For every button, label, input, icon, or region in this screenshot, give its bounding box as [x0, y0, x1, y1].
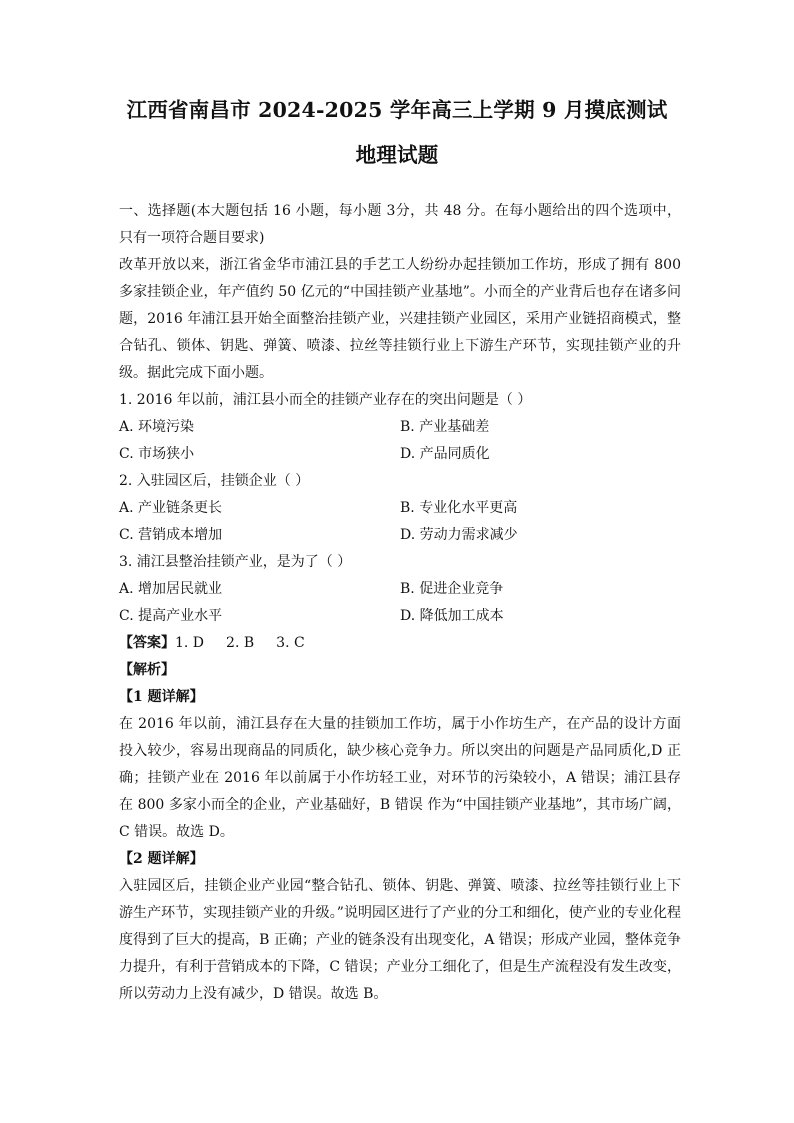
option-a: A. 环境污染 — [119, 419, 195, 435]
option-b: B. 产业基础差 — [400, 419, 490, 435]
option-d: D. 劳动力需求减少 — [400, 527, 518, 543]
answer-label: 【答案】 — [119, 635, 175, 651]
option-c: C. 营销成本增加 — [119, 527, 223, 543]
detail-label: 【2 题详解】 — [119, 851, 204, 867]
option-row — [119, 603, 681, 630]
option-a: A. 增加居民就业 — [119, 581, 223, 597]
option-row — [119, 576, 681, 603]
document-subtitle: 地理试题 — [355, 143, 439, 167]
passage: 改革开放以来，浙江省金华市浦江县的手艺工人纷纷办起挂锁加工作坊，形成了拥有 800 多家挂锁企业，年产值约 50 亿元的“中国挂锁产业基地”。小而全的产业背后也存在诸多问题，2016 年浦江县开始全面整治挂锁产业，兴建挂锁产业园区，采用产业链招商模式，整合钻孔、锁体、钥匙、弹簧、喷漆、拉丝等挂锁行业上下游生产环节，实现挂锁产业的升级。据此完成下面小题。 — [119, 257, 681, 381]
option-a: A. 产业链条更长 — [119, 500, 223, 516]
section-header: 一、选择题(本大题包括 16 小题，每小题 3分，共 48 分。在每小题给出的四个选项中，只有一项符合题目要求) — [119, 203, 681, 246]
option-d: D. 降低加工成本 — [400, 608, 504, 624]
detail-label: 【1 题详解】 — [119, 689, 204, 705]
question-2 — [119, 468, 681, 549]
answer-item: 3. C — [276, 635, 305, 651]
answer-item: 1. D — [175, 635, 205, 651]
option-d: D. 产品同质化 — [400, 446, 490, 462]
option-row — [119, 441, 681, 468]
question-3 — [119, 549, 681, 630]
option-c: C. 提高产业水平 — [119, 608, 223, 624]
detail-text: 入驻园区后，挂锁企业产业园“整合钻孔、锁体、钥匙、弹簧、喷漆、拉丝等挂锁行业上下游生产环节，实现挂锁产业的升级。”说明园区进行了产业的分工和细化，使产业的专业化程度得到了巨大的提高，B 正确；产业的链条没有出现变化，A 错误；形成产业园，整体竞争力提升，有利于营销成本的下降，C 错误；产业分工细化了，但是生产流程没有发生改变，所以劳动力上没有减少，D 错误。故选 B。 — [119, 878, 681, 1002]
document-body — [119, 198, 681, 1008]
option-b: B. 促进企业竞争 — [400, 581, 504, 597]
option-row — [119, 414, 681, 441]
option-row — [119, 495, 681, 522]
option-b: B. 专业化水平更高 — [400, 500, 518, 516]
question-stem: 1. 2016 年以前，浦江县小而全的挂锁产业存在的突出问题是（ ） — [119, 392, 532, 408]
question-stem: 2. 入驻园区后，挂锁企业（ ） — [119, 473, 310, 489]
analysis-label: 【解析】 — [119, 662, 175, 678]
detail-text: 在 2016 年以前，浦江县存在大量的挂锁加工作坊，属于小作坊生产，在产品的设计方面投入较少，容易出现商品的同质化，缺少核心竞争力。所以突出的问题是产品同质化,D 正确；挂锁产业在 2016 年以前属于小作坊轻工业，对环节的污染较小，A 错误；浦江县存在 800 多家小而全的企业，产业基础好，B 错误 作为“中国挂锁产业基地”，其市场广阔，C 错误。故选 D。 — [119, 716, 681, 840]
answer-line — [119, 630, 681, 657]
option-c: C. 市场狭小 — [119, 446, 195, 462]
answer-item: 2. B — [226, 635, 255, 651]
question-1 — [119, 387, 681, 468]
question-stem: 3. 浦江县整治挂锁产业，是为了（ ） — [119, 554, 352, 570]
option-row — [119, 522, 681, 549]
document-title: 江西省南昌市 2024-2025 学年高三上学期 9 月摸底测试 — [126, 98, 668, 122]
